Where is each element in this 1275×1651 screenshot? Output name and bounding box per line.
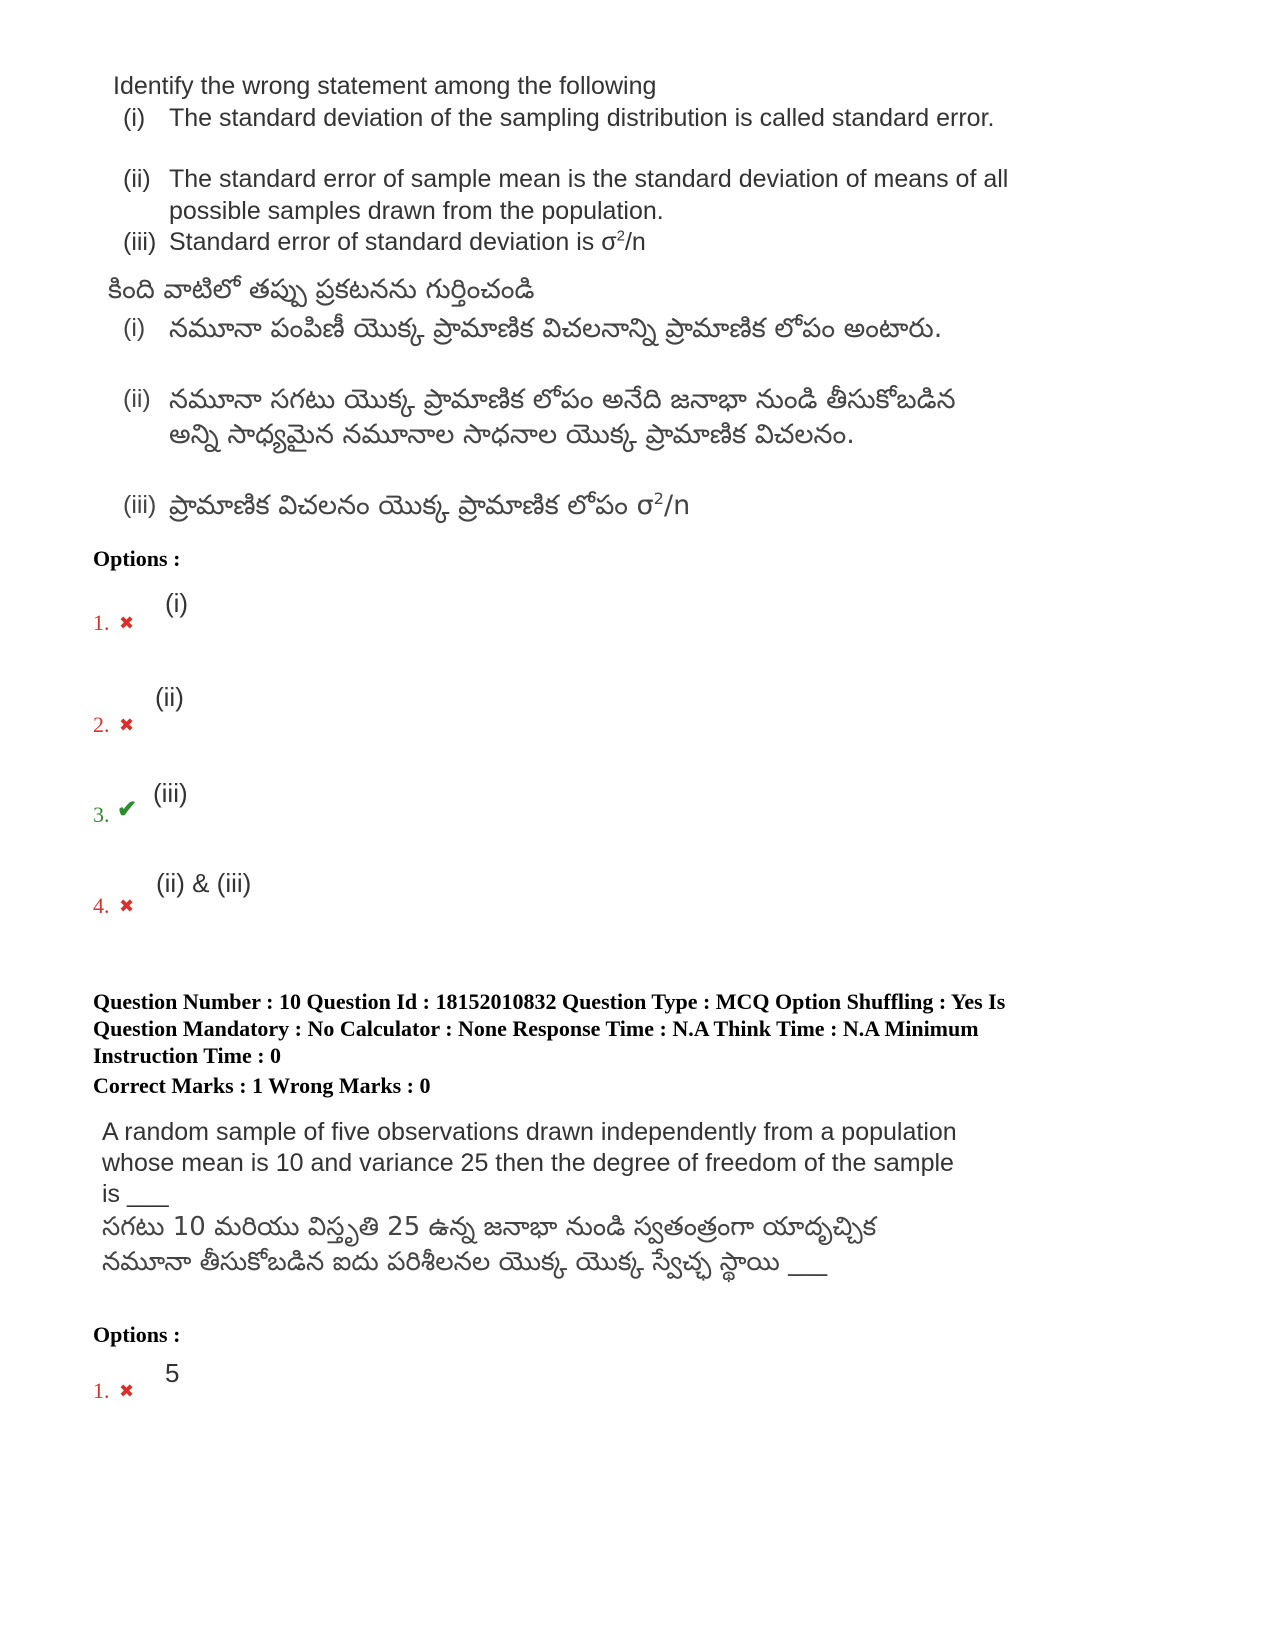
question-marks: Correct Marks : 1 Wrong Marks : 0 xyxy=(93,1073,431,1098)
option-value: (ii) xyxy=(155,682,184,712)
question-text-line: సగటు 10 మరియు విస్తృతి 25 ఉన్న జనాభా నుండి స్వతంత్రంగా యాదృచ్చిక xyxy=(102,1212,877,1242)
statement-te-3 xyxy=(123,488,1023,524)
check-icon: ✔ xyxy=(117,797,138,823)
question-prompt-te: కింది వాటిలో తప్పు ప్రకటనను గుర్తించండి xyxy=(108,274,535,305)
statement-number: (i) xyxy=(123,104,146,132)
statement-text: The standard deviation of the sampling distribution is called standard error. xyxy=(169,104,995,132)
statement-number: (i) xyxy=(123,314,146,342)
option-value: (iii) xyxy=(153,778,188,808)
option-item-3[interactable] xyxy=(93,778,393,838)
cross-icon: ✖ xyxy=(119,1381,135,1401)
option-number: 1. xyxy=(93,1378,110,1403)
cross-icon: ✖ xyxy=(119,715,135,735)
option-value: 5 xyxy=(165,1358,180,1388)
option-value: (i) xyxy=(165,588,189,618)
cross-icon: ✖ xyxy=(119,896,135,916)
statement-text: Standard error of standard deviation is $\sigma^2/n$ xyxy=(169,227,646,256)
option-value: (ii) & (iii) xyxy=(156,868,252,898)
question-prompt-en: Identify the wrong statement among the following xyxy=(113,72,657,100)
option-number: 2. xyxy=(93,712,110,737)
question-meta xyxy=(93,988,1143,1069)
statement-te-2 xyxy=(123,382,1023,487)
statement-number: (iii) xyxy=(123,228,157,256)
cross-icon: ✖ xyxy=(119,613,135,633)
statement-text: నమూనా సగటు యొక్క ప్రామాణిక లోపం అనేది జనాభా నుండి తీసుకోబడిన అన్ని సాధ్యమైన నమూనాల సాధనాల యొక్క ప్రామాణిక విచలనం. xyxy=(169,384,956,450)
statement-en-1 xyxy=(123,102,1043,172)
question-text-line: whose mean is 10 and variance 25 then the degree of freedom of the sample xyxy=(102,1149,954,1177)
option-item-1[interactable] xyxy=(93,588,393,648)
question-text-line: is ___ xyxy=(102,1180,169,1208)
question-meta-line: Instruction Time : 0 xyxy=(93,1043,282,1068)
statement-number: (iii) xyxy=(123,491,157,519)
question-text-line: A random sample of five observations drawn independently from a population xyxy=(102,1118,957,1146)
statement-en-3 xyxy=(123,226,1043,262)
statement-number: (ii) xyxy=(123,165,151,193)
question-meta-line: Question Number : 10 Question Id : 18152010832 Question Type : MCQ Option Shuffling : Yes Is xyxy=(93,989,1006,1014)
options-label: Options : xyxy=(93,546,181,571)
question-text-line: నమూనా తీసుకోబడిన ఐదు పరిశీలనల యొక్క యొక్క స్వేచ్ఛ స్థాయి ___ xyxy=(102,1247,828,1277)
options-label: Options : xyxy=(93,1322,181,1347)
option-number: 3. xyxy=(93,802,110,827)
question-meta-line: Question Mandatory : No Calculator : None Response Time : N.A Think Time : N.A Minimum xyxy=(93,1016,979,1041)
statement-number: (ii) xyxy=(123,385,151,413)
statement-text: ప్రామాణిక విచలనం యొక్క ప్రామాణిక లోపం $\sigma^2/n$ xyxy=(169,489,691,521)
question-text-te xyxy=(102,1210,1102,1280)
statement-en-2 xyxy=(123,163,1043,233)
statement-te-1 xyxy=(123,311,1023,381)
option-number: 4. xyxy=(93,893,110,918)
option-item-4[interactable] xyxy=(93,868,393,928)
statement-text: The standard error of sample mean is the standard deviation of means of all possible samples drawn from the population. xyxy=(169,165,1009,225)
option-number: 1. xyxy=(93,610,110,635)
option-item-2[interactable] xyxy=(93,682,393,742)
question-text-en xyxy=(102,1117,1102,1210)
statement-text: నమూనా పంపిణీ యొక్క ప్రామాణిక విచలనాన్ని ప్రామాణిక లోపం అంటారు. xyxy=(169,313,943,344)
option-item-1[interactable] xyxy=(93,1358,393,1418)
